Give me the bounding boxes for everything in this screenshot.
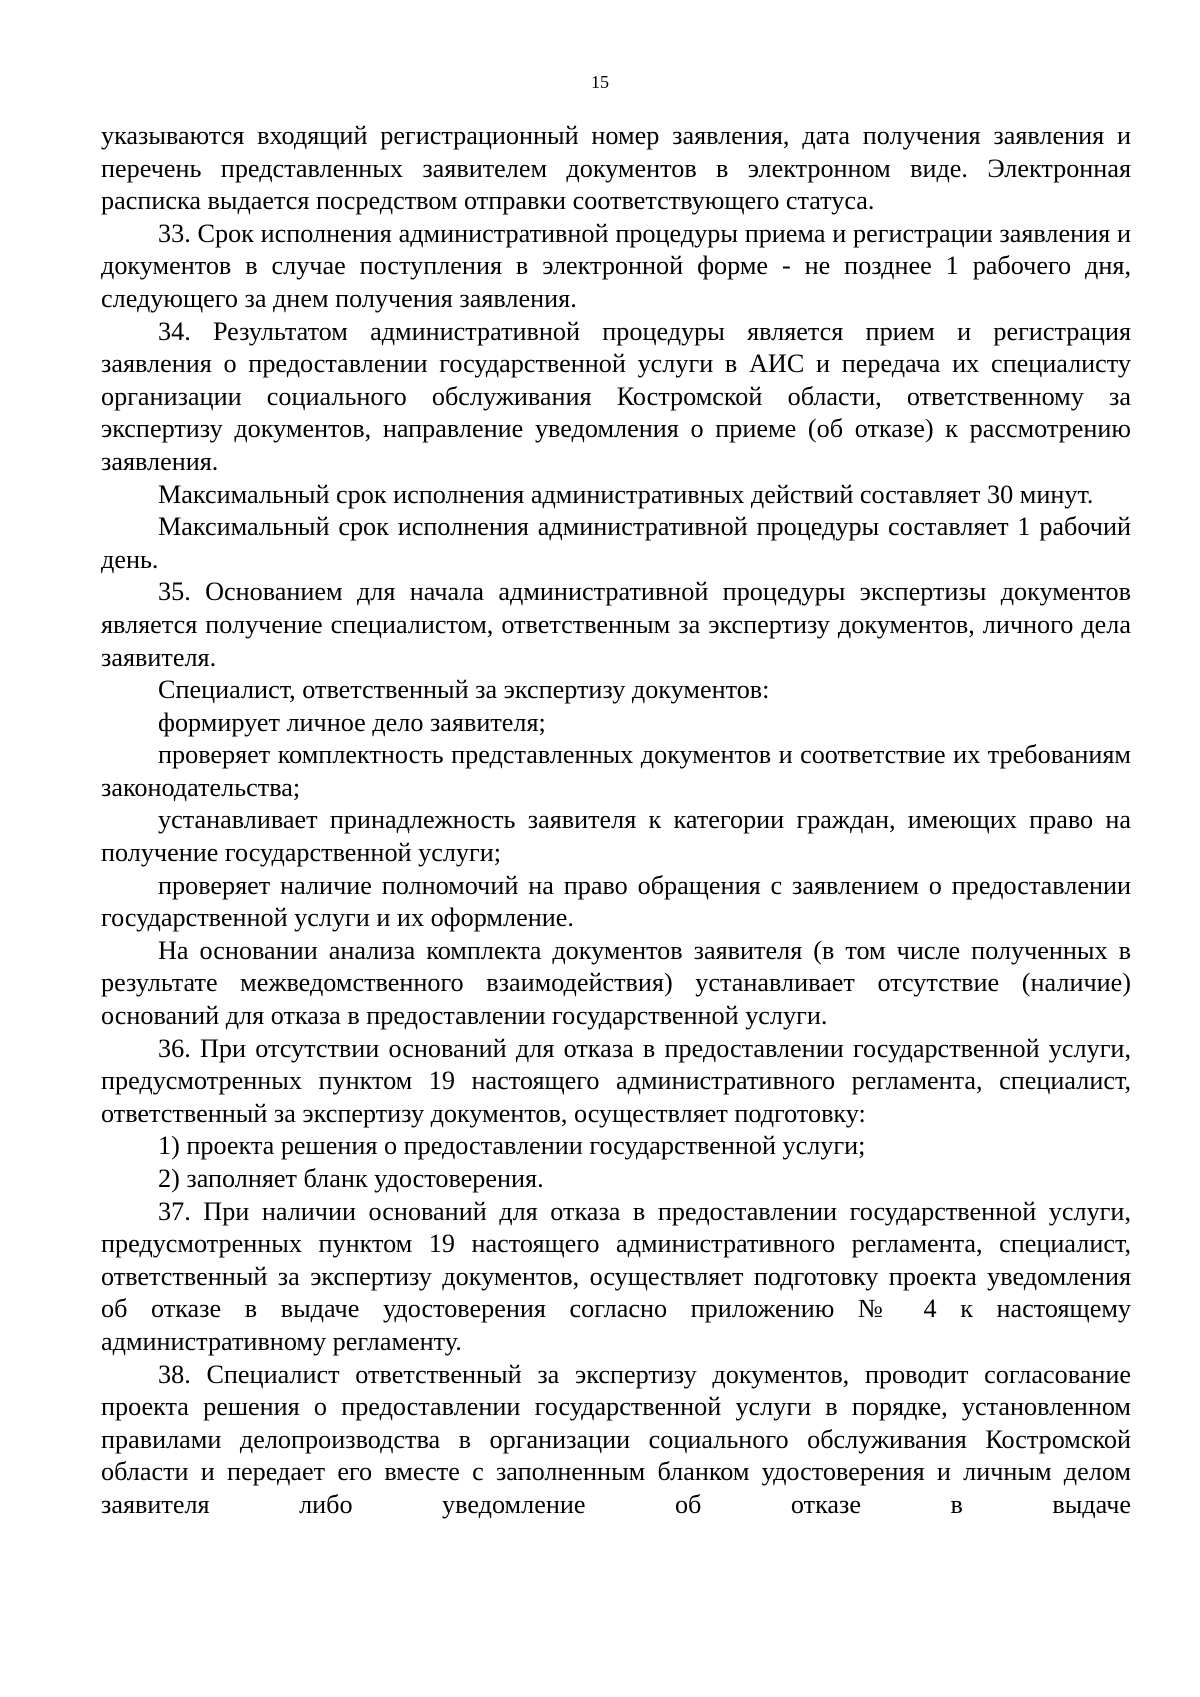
paragraph-max-time-actions: Максимальный срок исполнения административных действий составляет 30 минут. bbox=[158, 479, 1094, 509]
paragraph-continued: указываются входящий регистрационный номер заявления, дата получения заявления и перечень представленных заявителем документов в электронном виде. Электронная расписка выдается посредством отправки соответствующего статуса. bbox=[101, 121, 1131, 216]
paragraph-analysis: На основании анализа комплекта документов заявителя (в том числе полученных в результате межведомственного взаимодействия) устанавливает отсутствие (наличие) оснований для отказа в предоставлении государственной услуги. bbox=[101, 935, 1131, 1031]
paragraph-item-34: 34. Результатом административной процедуры является прием и регистрация заявления о предоставлении государственной услуги в АИС и передача их специалисту организации социального обслуживания Костромской области, ответственному за экспертизу документов, направление уведомления о приеме (об отказе) к рассмотрению заявления. bbox=[101, 316, 1131, 476]
paragraph-duty-establishes-category: устанавливает принадлежность заявителя к категории граждан, имеющих право на получение государственной услуги; bbox=[101, 805, 1131, 868]
page-number: 15 bbox=[591, 72, 609, 92]
paragraph-item-35: 35. Основанием для начала административной процедуры экспертизы документов является получение специалистом, ответственным за экспертизу документов, личного дела заявителя. bbox=[101, 577, 1131, 672]
paragraph-item-37: 37. При наличии оснований для отказа в предоставлении государственной услуги, предусмотренных пунктом 19 настоящего административного регламента, специалист, ответственный за экспертизу документов, осуществляет подготовку проекта уведомления об отказе в выдаче удостоверения согласно приложению № 4 к настоящему административному регламенту. bbox=[101, 1196, 1131, 1356]
paragraph-item-36: 36. При отсутствии оснований для отказа в предоставлении государственной услуги, предусмотренных пунктом 19 настоящего административного регламента, специалист, ответственный за экспертизу документов, осуществляет подготовку: bbox=[101, 1033, 1131, 1128]
paragraph-subitem-1: 1) проекта решения о предоставлении государственной услуги; bbox=[158, 1131, 866, 1161]
paragraph-item-38: 38. Специалист ответственный за экспертизу документов, проводит согласование проекта решения о предоставлении государственной услуги в порядке, установленном правилами делопроизводства в организации социального обслуживания Костромской области и передает его вместе с заполненным бланком удостоверения и личным делом заявителя либо уведомление об отказе в выдаче bbox=[101, 1359, 1131, 1519]
document-body bbox=[101, 120, 1131, 1522]
paragraph-duty-forms-file: формирует личное дело заявителя; bbox=[158, 707, 546, 737]
paragraph-item-33: 33. Срок исполнения административной процедуры приема и регистрации заявления и документов в случае поступления в электронной форме - не позднее 1 рабочего дня, следующего за днем получения заявления. bbox=[101, 218, 1131, 313]
paragraph-subitem-2: 2) заполняет бланк удостоверения. bbox=[158, 1164, 544, 1193]
paragraph-max-time-procedure: Максимальный срок исполнения административной процедуры составляет 1 рабочий день. bbox=[101, 512, 1131, 574]
paragraph-duty-checks-completeness: проверяет комплектность представленных документов и соответствие их требованиям законодательства; bbox=[101, 740, 1131, 802]
paragraph-specialist-duties: Специалист, ответственный за экспертизу документов: bbox=[158, 675, 770, 705]
paragraph-duty-checks-authority: проверяет наличие полномочий на право обращения с заявлением о предоставлении государственной услуги и их оформление. bbox=[101, 870, 1131, 933]
